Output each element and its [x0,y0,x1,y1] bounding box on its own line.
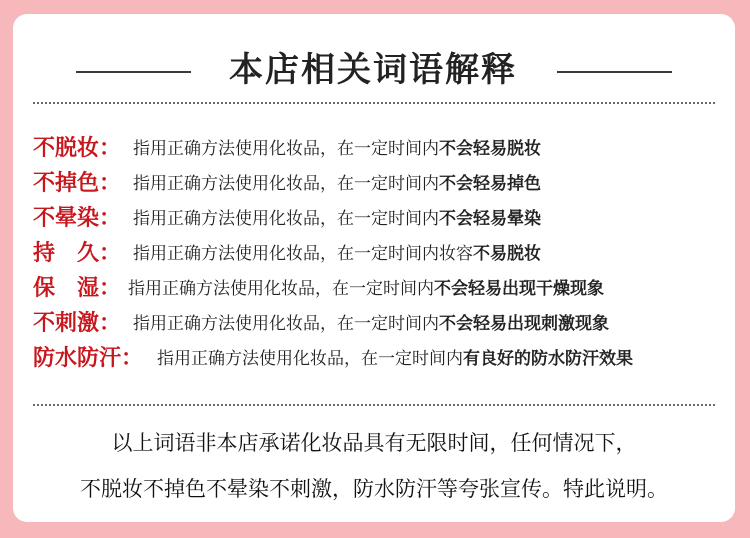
term-row [33,344,633,374]
term-row [33,169,541,199]
page-title: 本店相关词语解释 [229,50,517,90]
term-row [33,274,604,304]
term-description: 指用正确方法使用化妆品，在一定时间内妆容不易脱妆 [133,244,541,264]
term-row [33,134,541,164]
term-row [33,309,609,339]
term-label: 不刺激： [33,311,122,336]
disclaimer-line-1: 以上词语非本店承诺化妆品具有无限时间，任何情况下， [111,431,637,455]
title-row [13,50,735,90]
term-label: 持 久： [33,241,122,266]
term-description: 指用正确方法使用化妆品，在一定时间内不会轻易出现刺激现象 [133,314,609,334]
term-description: 指用正确方法使用化妆品，在一定时间内不会轻易脱妆 [133,139,541,159]
term-description: 指用正确方法使用化妆品，在一定时间内不会轻易晕染 [133,209,541,229]
term-label: 不晕染： [33,206,122,231]
dotted-divider-bottom [33,404,715,406]
term-row [33,239,541,269]
term-row [33,204,541,234]
disclaimer-line-2: 不脱妆不掉色不晕染不刺激，防水防汗等夸张宣传。特此说明。 [80,477,668,501]
term-description: 指用正确方法使用化妆品，在一定时间内不会轻易出现干燥现象 [128,279,604,299]
term-label: 不掉色： [33,171,122,196]
term-description: 指用正确方法使用化妆品，在一定时间内不会轻易掉色 [133,174,541,194]
info-card [13,14,735,522]
title-divider-right [557,71,672,73]
term-label: 不脱妆： [33,136,122,161]
title-divider-left [76,71,191,73]
term-label: 保 湿： [33,276,122,301]
term-description: 指用正确方法使用化妆品，在一定时间内有良好的防水防汗效果 [157,349,633,369]
term-label: 防水防汗： [33,346,144,371]
dotted-divider-top [33,102,715,104]
